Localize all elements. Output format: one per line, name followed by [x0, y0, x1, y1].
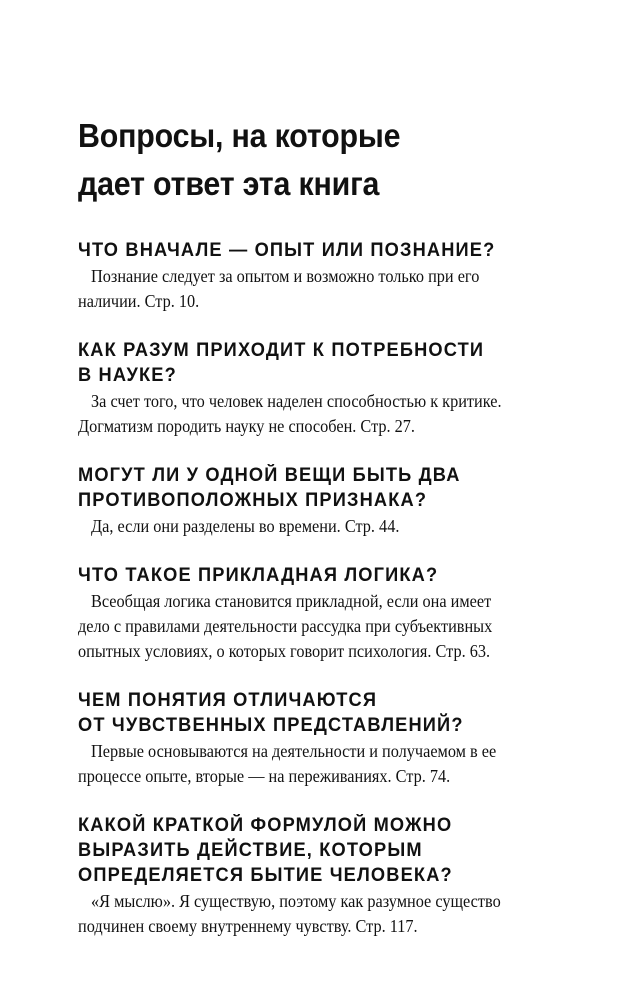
question-line: КАКОЙ КРАТКОЙ ФОРМУЛОЙ МОЖНО: [78, 815, 453, 836]
page-title-line: дает ответ эта книга: [78, 165, 380, 202]
answer-line: опытных условиях, о которых говорит психология. Стр. 63.: [78, 641, 491, 661]
answer-line: дело с правилами деятельности рассудка при субъективных: [78, 616, 493, 636]
answer-line: Да, если они разделены во времени. Стр. 44.: [91, 516, 400, 536]
question-line: ОТ ЧУВСТВЕННЫХ ПРЕДСТАВЛЕНИЙ?: [78, 715, 464, 736]
answer-line: подчинен своему внутреннему чувству. Стр. 117.: [78, 916, 418, 936]
question-line: ЧТО ТАКОЕ ПРИКЛАДНАЯ ЛОГИКА?: [78, 565, 439, 586]
answer-line: Догматизм породить науку не способен. Стр. 27.: [78, 416, 416, 436]
answer-line: «Я мыслю». Я существую, поэтому как разумное существо: [91, 891, 501, 911]
answer-text: [78, 389, 530, 439]
answer-text: [78, 264, 530, 314]
answer-line: Всеобщая логика становится прикладной, если она имеет: [91, 591, 492, 611]
answer-line: наличии. Стр. 10.: [78, 291, 200, 311]
question-line: ПРОТИВОПОЛОЖНЫХ ПРИЗНАКА?: [78, 490, 428, 511]
answer-text: [78, 514, 530, 539]
page-title: [78, 112, 575, 208]
question-line: ЧЕМ ПОНЯТИЯ ОТЛИЧАЮТСЯ: [78, 690, 378, 711]
question-line: КАК РАЗУМ ПРИХОДИТ К ПОТРЕБНОСТИ: [78, 340, 485, 361]
question-line: ЧТО ВНАЧАЛЕ — ОПЫТ ИЛИ ПОЗНАНИЕ?: [78, 240, 496, 261]
qa-item: [78, 813, 564, 939]
question-heading: [78, 238, 545, 263]
qa-item: [78, 238, 564, 314]
book-page: [78, 112, 564, 963]
answer-line: Первые основываются на деятельности и получаемом в ее: [91, 741, 497, 761]
question-line: ОПРЕДЕЛЯЕТСЯ БЫТИЕ ЧЕЛОВЕКА?: [78, 865, 453, 886]
question-line: В НАУКЕ?: [78, 365, 177, 386]
qa-item: [78, 688, 564, 789]
answer-text: [78, 889, 530, 939]
page-title-line: Вопросы, на которые: [78, 117, 401, 154]
question-heading: [78, 338, 545, 388]
question-line: ВЫРАЗИТЬ ДЕЙСТВИЕ, КОТОРЫМ: [78, 840, 423, 861]
question-heading: [78, 813, 545, 888]
qa-item: [78, 463, 564, 539]
answer-line: За счет того, что человек наделен способностью к критике.: [91, 391, 502, 411]
answer-text: [78, 589, 530, 664]
answer-text: [78, 739, 530, 789]
answer-line: процессе опыте, вторые — на переживаниях. Стр. 74.: [78, 766, 451, 786]
qa-item: [78, 338, 564, 439]
question-line: МОГУТ ЛИ У ОДНОЙ ВЕЩИ БЫТЬ ДВА: [78, 465, 461, 486]
answer-line: Познание следует за опытом и возможно только при его: [91, 266, 480, 286]
question-heading: [78, 563, 545, 588]
question-heading: [78, 463, 545, 513]
qa-item: [78, 563, 564, 664]
question-heading: [78, 688, 545, 738]
